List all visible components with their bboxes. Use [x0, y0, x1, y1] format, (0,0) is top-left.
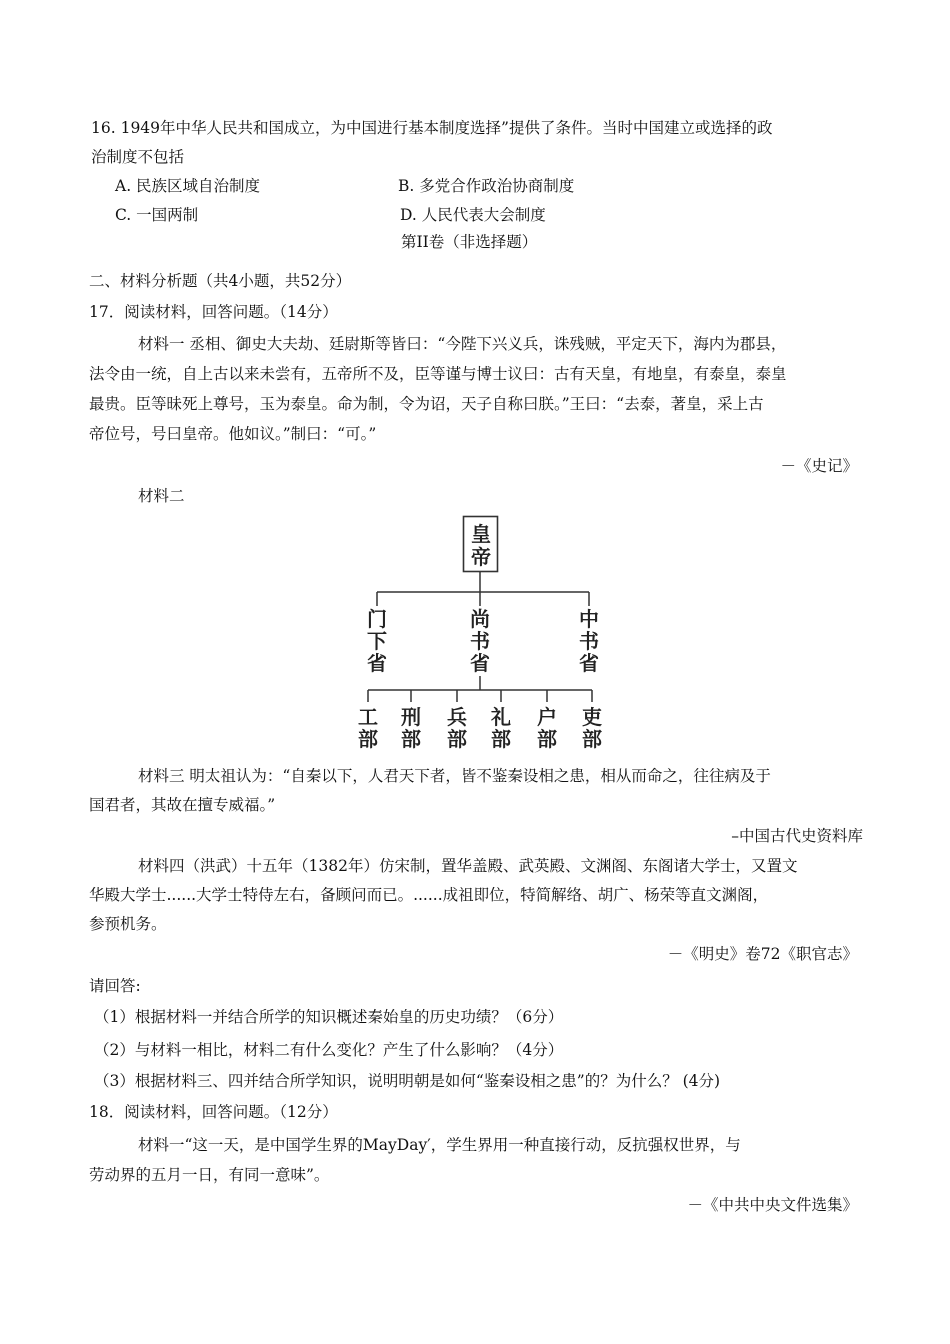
chart-ministry-5-char-2: 部 — [537, 727, 557, 751]
chart-province-3-char-2: 书 — [579, 629, 599, 653]
q17-m1-line-1: 材料一 丞相、御史大夫劫、廷尉斯等皆曰：“今陛下兴义兵，诛残贼，平定天下，海内为郡县， — [138, 335, 787, 353]
chart-ministry-4-char-2: 部 — [491, 727, 511, 751]
chart-ministry-6-char-1: 吏 — [582, 705, 602, 729]
q18-m1-line-2: 劳动界的五月一日，有同一意味”。 — [89, 1166, 330, 1184]
q17-m1-line-4: 帝位号，号曰皇帝。他如议。”制曰：“可。” — [89, 425, 377, 443]
q18-m1-line-1: 材料一“这一天，是中国学生界的MayDay′，学生界用一种直接行动，反抗强权世界，与 — [138, 1136, 741, 1154]
q16-option-b: B. 多党合作政治协商制度 — [398, 177, 575, 195]
q17-m4-line-2: 华殿大学士......大学士特侍左右，备顾问而已。......成祖即位，特简解络、胡广、杨荣等直文渊阁， — [89, 886, 769, 904]
chart-province-2-char-1: 尚 — [470, 607, 490, 631]
q17-m1-line-3: 最贵。臣等昧死上尊号，玉为泰皇。命为制，令为诏，天子自称曰朕。”王曰：“去泰，著皇，采上古 — [89, 395, 764, 413]
q17-m4-line-1: 材料四（洪武）十五年（1382年）仿宋制，置华盖殿、武英殿、文渊阁、东阁诸大学士，又置文 — [138, 857, 798, 875]
official-hierarchy-chart — [0, 510, 950, 770]
q17-subquestion-3: （3）根据材料三、四并结合所学知识，说明明朝是如何“鉴秦设相之患”的？为什么？ (4分) — [94, 1072, 721, 1090]
chart-province-1-char-3: 省 — [367, 651, 387, 675]
q16-option-a: A. 民族区域自治制度 — [115, 177, 261, 195]
chart-province-2-char-2: 书 — [470, 629, 490, 653]
q17-m4-source: －《明史》卷72《职官志》 — [667, 945, 858, 963]
q17-m1-source: －《史记》 — [780, 457, 858, 475]
chart-ministry-1-char-1: 工 — [358, 705, 378, 729]
q17-m3-line-1: 材料三 明太祖认为：“自秦以下，人君天下者，皆不鉴秦设相之患，相从而命之，往往病及于 — [138, 767, 771, 785]
chart-ministry-4-char-1: 礼 — [491, 705, 511, 729]
chart-emperor-char-2: 帝 — [471, 545, 491, 569]
part2-title: 第II卷（非选择题） — [401, 233, 538, 251]
q17-m4-line-3: 参预机务。 — [89, 915, 167, 933]
q18-heading: 18．阅读材料，回答问题。（12分） — [89, 1103, 338, 1121]
chart-province-2-char-3: 省 — [470, 651, 490, 675]
q17-subquestion-2: （2）与材料一相比，材料二有什么变化？产生了什么影响？（4分） — [94, 1041, 564, 1059]
answer-prompt: 请回答: — [89, 977, 141, 995]
q17-m2-label: 材料二 — [138, 487, 185, 505]
chart-emperor-char-1: 皇 — [471, 522, 491, 546]
chart-province-3-char-3: 省 — [579, 651, 599, 675]
chart-ministry-3-char-1: 兵 — [447, 705, 467, 729]
q17-m1-line-2: 法令由一统，自上古以来未尝有，五帝所不及，臣等谨与博士议曰：古有天皇，有地皇，有泰皇，泰皇 — [89, 365, 787, 383]
chart-ministry-5-char-1: 户 — [537, 705, 557, 729]
q16-option-d: D. 人民代表大会制度 — [400, 206, 546, 224]
q17-m3-source: –中国古代史资料库 — [731, 827, 863, 845]
q18-m1-source: －《中共中央文件选集》 — [687, 1196, 858, 1214]
section-heading: 二、材料分析题（共4小题，共52分） — [89, 272, 352, 290]
q16-option-c: C. 一国两制 — [115, 206, 199, 224]
chart-ministry-2-char-2: 部 — [401, 727, 421, 751]
q17-subquestion-1: （1）根据材料一并结合所学的知识概述秦始皇的历史功绩？（6分） — [94, 1008, 564, 1026]
chart-province-1-char-2: 下 — [367, 629, 387, 653]
chart-province-3-char-1: 中 — [579, 607, 599, 631]
q16-line-1: 16. 1949年中华人民共和国成立，为中国进行基本制度选择”提供了条件。当时中国建立或选择的政 — [91, 119, 773, 137]
q17-m3-line-2: 国君者，其故在擅专威福。” — [89, 796, 276, 814]
chart-ministry-3-char-2: 部 — [447, 727, 467, 751]
q17-heading: 17．阅读材料，回答问题。（14分） — [89, 303, 338, 321]
chart-ministry-2-char-1: 刑 — [401, 705, 421, 729]
chart-province-1-char-1: 门 — [367, 607, 387, 631]
chart-ministry-1-char-2: 部 — [358, 727, 378, 751]
q16-line-2: 治制度不包括 — [91, 148, 185, 166]
chart-ministry-6-char-2: 部 — [582, 727, 602, 751]
